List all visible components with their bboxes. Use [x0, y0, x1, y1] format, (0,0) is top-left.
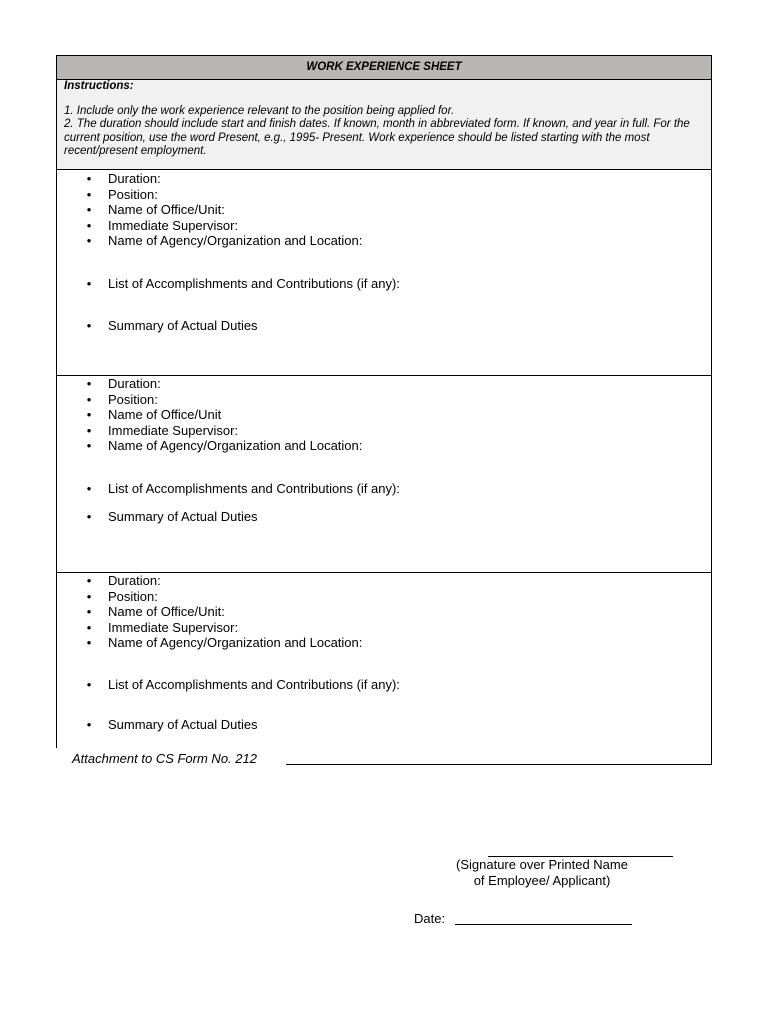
- duration-label: Duration:: [108, 573, 161, 588]
- supervisor-label: Immediate Supervisor:: [108, 422, 239, 438]
- bullet-icon: •: [86, 604, 92, 619]
- experience-entry-1: [57, 171, 711, 376]
- bullet-icon: •: [86, 573, 92, 588]
- bullet-icon: •: [86, 509, 92, 524]
- attachment-note: Attachment to CS Form No. 212: [72, 751, 257, 766]
- supervisor-label: Immediate Supervisor:: [108, 217, 239, 233]
- bullet-icon: •: [86, 635, 92, 650]
- instruction-1: 1. Include only the work experience relevant to the position being applied for.: [64, 105, 455, 117]
- bullet-icon: •: [86, 202, 92, 217]
- bullet-icon: •: [86, 438, 92, 453]
- position-label: Position:: [108, 186, 158, 202]
- experience-entry-3: [57, 573, 711, 748]
- bullet-icon: •: [86, 233, 92, 248]
- bullet-icon: •: [86, 619, 92, 635]
- bullet-icon: •: [86, 480, 92, 496]
- agency-label: Name of Agency/Organization and Location:: [108, 438, 363, 453]
- position-label: Position:: [108, 391, 158, 407]
- signature-caption: [451, 857, 633, 889]
- duties-label: Summary of Actual Duties: [108, 509, 258, 524]
- bullet-icon: •: [86, 317, 92, 333]
- bullet-icon: •: [86, 376, 92, 391]
- bullet-icon: •: [86, 407, 92, 422]
- bullet-icon: •: [86, 171, 92, 186]
- agency-label: Name of Agency/Organization and Location:: [108, 635, 363, 650]
- signature-caption-line1: (Signature over Printed Name: [456, 857, 628, 872]
- date-field-line[interactable]: [455, 924, 632, 925]
- instructions-title: Instructions:: [64, 80, 134, 92]
- experience-entry-2: [57, 376, 711, 573]
- work-experience-sheet: [56, 55, 712, 765]
- bullet-icon: •: [86, 217, 92, 233]
- bullet-icon: •: [86, 677, 92, 692]
- agency-label: Name of Agency/Organization and Location:: [108, 233, 363, 248]
- sheet-title: WORK EXPERIENCE SHEET: [57, 56, 711, 80]
- bullet-icon: •: [86, 716, 92, 732]
- sheet-border-right: [711, 55, 712, 765]
- position-label: Position:: [108, 588, 158, 604]
- office-label: Name of Office/Unit:: [108, 202, 225, 217]
- date-label: Date:: [414, 911, 446, 926]
- duration-label: Duration:: [108, 171, 161, 186]
- duties-label: Summary of Actual Duties: [108, 716, 258, 732]
- accomplishments-label: List of Accomplishments and Contributions (if any):: [108, 480, 400, 496]
- signature-caption-line2: of Employee/ Applicant): [473, 873, 611, 888]
- instruction-2: 2. The duration should include start and finish dates. If known, month in abbreviated form. If known, and year in full. For the current position, use the word Present, e.g., 1995- Present. Work experience should be listed starting with the most recent/present employment.: [64, 118, 690, 158]
- bullet-icon: •: [86, 275, 92, 291]
- sheet-border-bottom: [286, 764, 712, 765]
- accomplishments-label: List of Accomplishments and Contributions (if any):: [108, 275, 400, 291]
- bullet-icon: •: [86, 422, 92, 438]
- bullet-icon: •: [86, 588, 92, 604]
- instructions-panel: [57, 80, 711, 170]
- bullet-icon: •: [86, 391, 92, 407]
- supervisor-label: Immediate Supervisor:: [108, 619, 239, 635]
- bullet-icon: •: [86, 186, 92, 202]
- office-label: Name of Office/Unit:: [108, 604, 225, 619]
- duration-label: Duration:: [108, 376, 161, 391]
- accomplishments-label: List of Accomplishments and Contributions (if any):: [108, 677, 400, 692]
- duties-label: Summary of Actual Duties: [108, 317, 258, 333]
- office-label: Name of Office/Unit: [108, 407, 222, 422]
